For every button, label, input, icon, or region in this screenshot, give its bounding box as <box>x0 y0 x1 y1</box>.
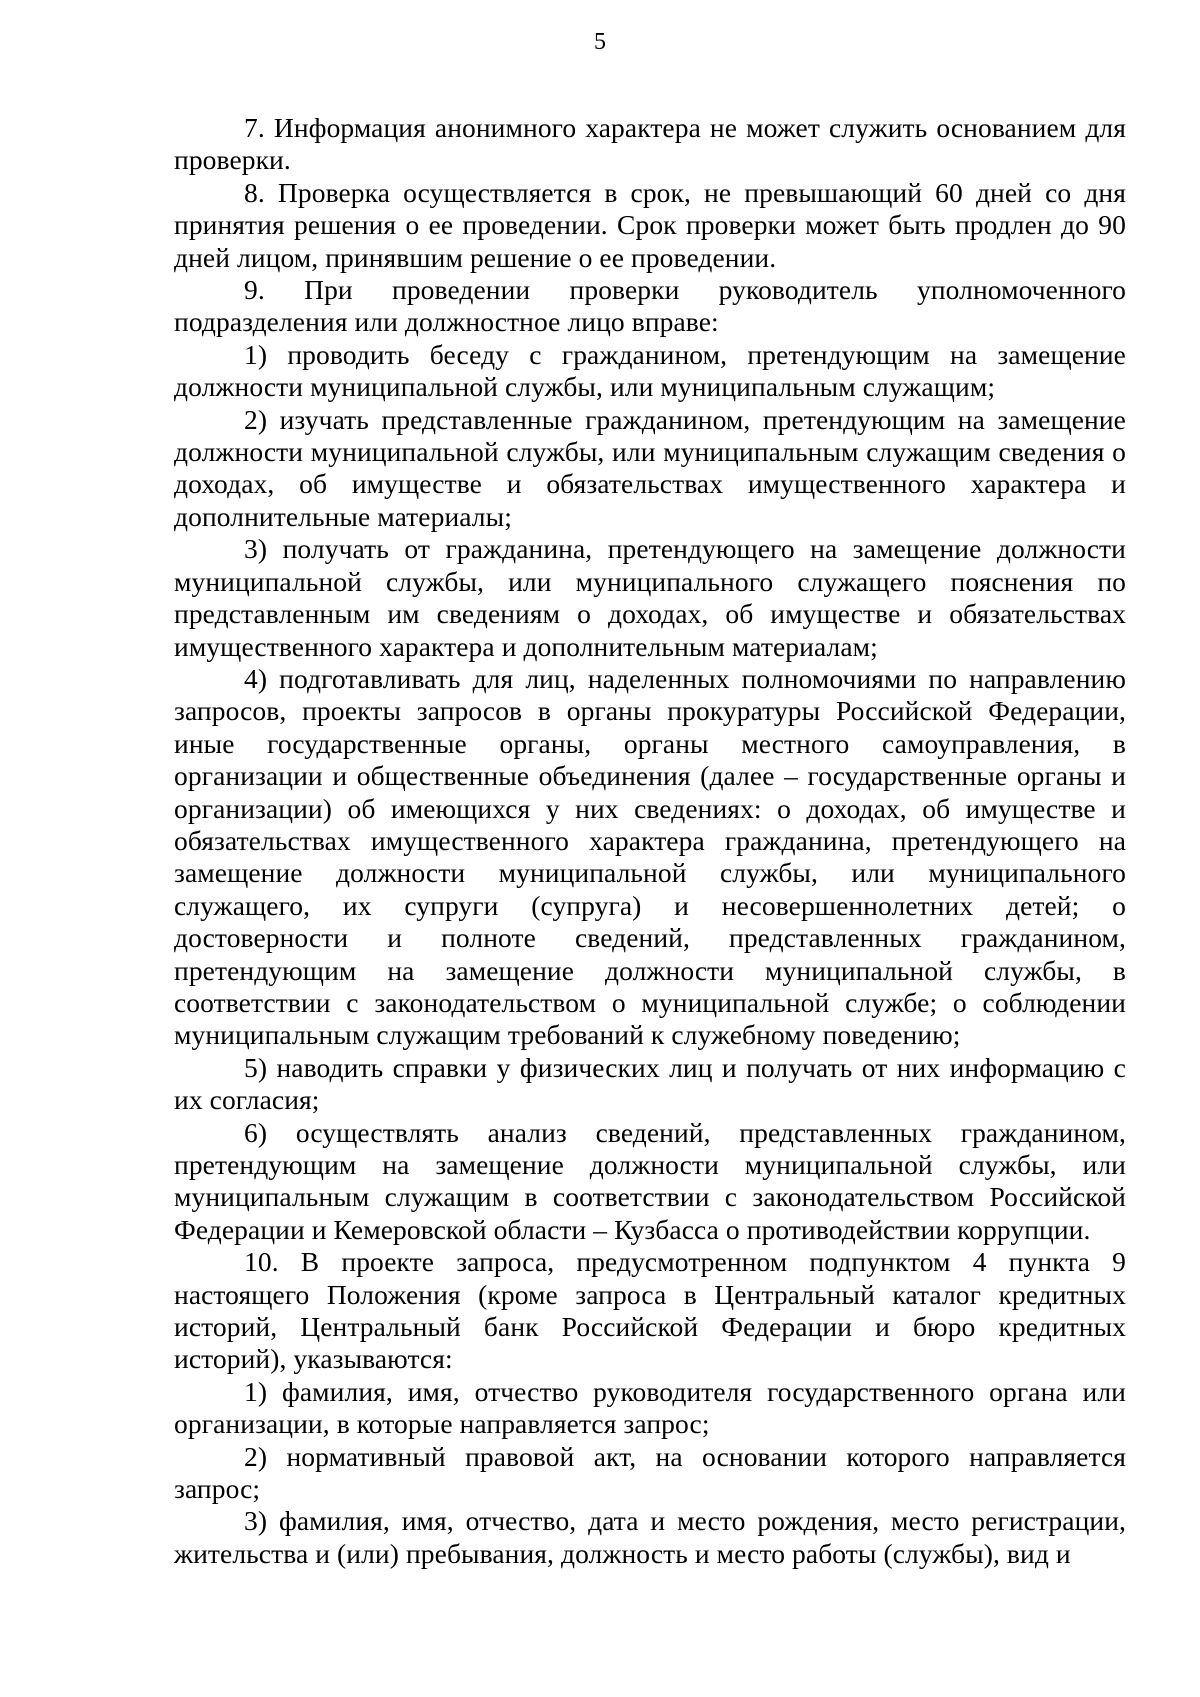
paragraph-10: 10. В проекте запроса, предусмотренном подпунктом 4 пункта 9 настоящего Положения (кроме запроса в Центральный каталог кредитных историй, Центральный банк Российской Федерации и бюро кредитных историй), указываются: <box>174 1246 1126 1375</box>
paragraph-9-item-5: 5) наводить справки у физических лиц и получать от них информацию с их согласия; <box>174 1051 1126 1116</box>
paragraph-9-item-4: 4) подготавливать для лиц, наделенных полномочиями по направлению запросов, проекты запросов в органы прокуратуры Российской Федерации, иные государственные органы, органы местного самоуправления, в организации и общественные объединения (далее – государственные органы и организации) об имеющихся у них сведениях: о доходах, об имуществе и обязательствах имущественного характера гражданина, претендующего на замещение должности муниципальной службы, или муниципального служащего, их супруги (супруга) и несовершеннолетних детей; о достоверности и полноте сведений, представленных гражданином, претендующим на замещение должности муниципальной службы, в соответствии с законодательством о муниципальной службе; о соблюдении муниципальным служащим требований к служебному поведению; <box>174 662 1126 1051</box>
paragraph-8: 8. Проверка осуществляется в срок, не превышающий 60 дней со дня принятия решения о ее проведении. Срок проверки может быть продлен до 90 дней лицом, принявшим решение о ее проведении. <box>174 176 1126 273</box>
paragraph-9: 9. При проведении проверки руководитель уполномоченного подразделения или должностное лицо вправе: <box>174 274 1126 338</box>
paragraph-9-item-3: 3) получать от гражданина, претендующего на замещение должности муниципальной службы, или муниципального служащего пояснения по представленным им сведениям о доходах, об имуществе и обязательствах имущественного характера и дополнительным материалам; <box>174 533 1126 662</box>
paragraph-7: 7. Информация анонимного характера не может служить основанием для проверки. <box>174 112 1126 176</box>
paragraph-10-item-3: 3) фамилия, имя, отчество, дата и место рождения, место регистрации, жительства и (или) пребывания, должность и место работы (службы), вид и <box>174 1505 1126 1569</box>
document-body <box>174 112 1126 1570</box>
paragraph-10-item-2: 2) нормативный правовой акт, на основании которого направляется запрос; <box>174 1440 1126 1505</box>
page-number: 5 <box>594 29 606 55</box>
paragraph-10-item-1: 1) фамилия, имя, отчество руководителя государственного органа или организации, в которые направляется запрос; <box>174 1375 1126 1440</box>
paragraph-9-item-2: 2) изучать представленные гражданином, претендующим на замещение должности муниципальной службы, или муниципальным служащим сведения о доходах, об имуществе и обязательствах имущественного характера и дополнительные материалы; <box>174 403 1126 532</box>
paragraph-9-item-6: 6) осуществлять анализ сведений, представленных гражданином, претендующим на замещение должности муниципальной службы, или муниципальным служащим в соответствии с законодательством Российской Федерации и Кемеровской области – Кузбасса о противодействии коррупции. <box>174 1116 1126 1245</box>
paragraph-9-item-1: 1) проводить беседу с гражданином, претендующим на замещение должности муниципальной службы, или муниципальным служащим; <box>174 338 1126 403</box>
